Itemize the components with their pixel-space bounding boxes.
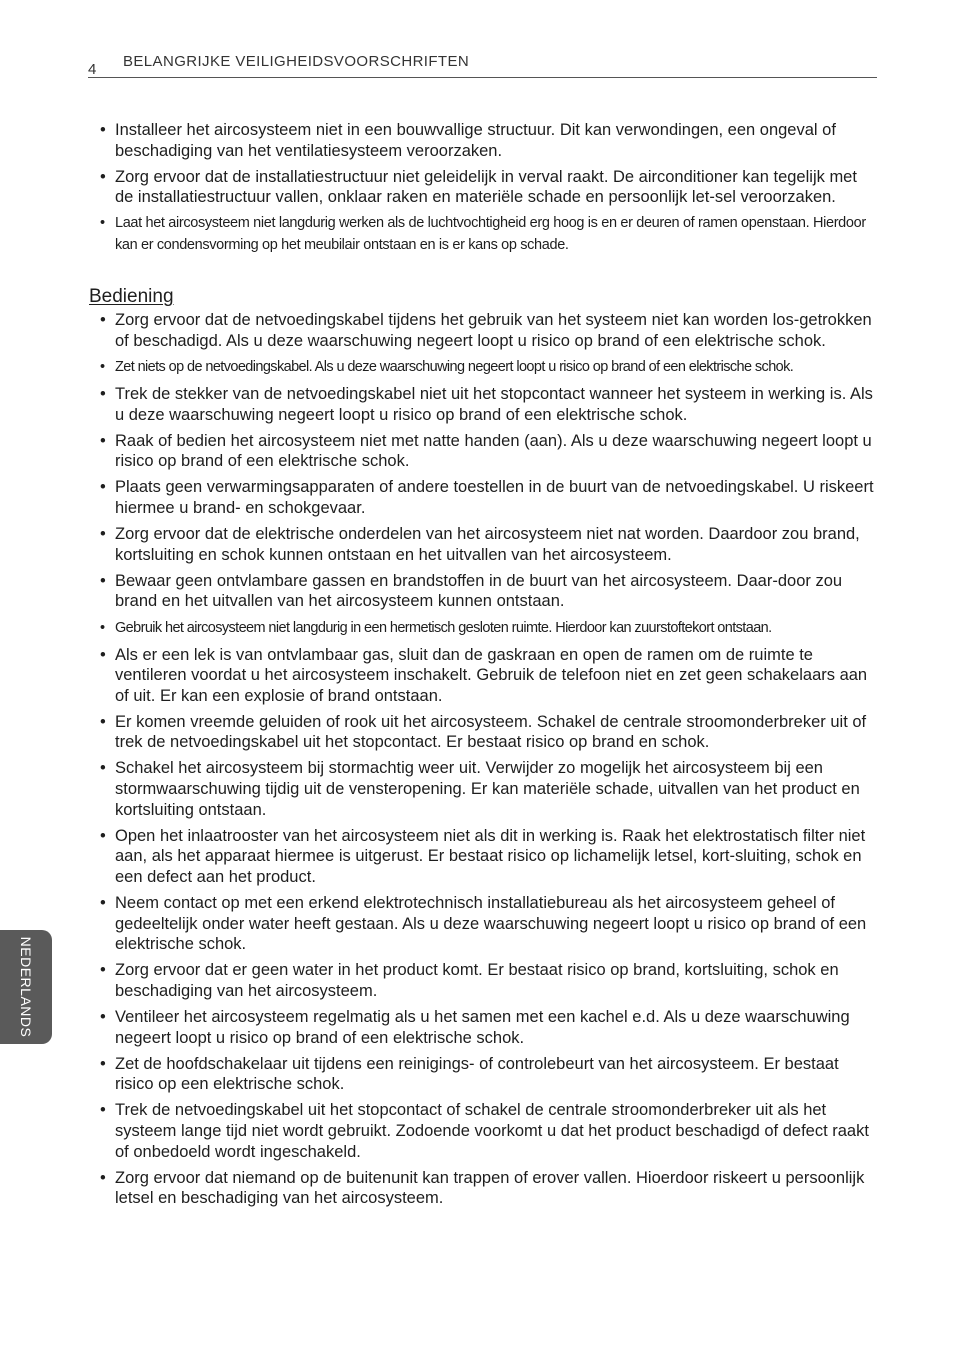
list-item: • Laat het aircosysteem niet langdurig werken als de luchtvochtigheid erg hoog is en er deuren of ramen openstaan. Hierdoor kan er condensvorming op het meubilair ontstaan en is er kans op schade. [88, 213, 878, 256]
section-title: BELANGRIJKE VEILIGHEIDSVOORSCHRIFTEN [123, 53, 470, 70]
list-item: • Ventileer het aircosysteem regelmatig als u het samen met een kachel e.d. Als u deze waarschuwing negeert loopt u risico op brand of een elektrische schok. [88, 1007, 878, 1048]
list-item: • Trek de stekker van de netvoedingskabel niet uit het stopcontact wanneer het systeem in werking is. Als u deze waarschuwing negeert loopt u risico op brand of een elektrische schok. [88, 384, 878, 425]
list-item: • Als er een lek is van ontvlambaar gas, sluit dan de gaskraan en open de ramen om de ruimte te ventileren voordat u het aircosysteem inschakelt. Gebruik de telefoon niet en zet geen schakelaars aan of uit. Er kan een explosie of brand ontstaan. [88, 645, 878, 707]
page-content [88, 120, 878, 1214]
list-item: • Open het inlaatrooster van het aircosysteem niet als dit in werking is. Raak het elektrostatisch filter niet aan, als het apparaat hiermee is uitgerust. Er bestaat risico op lichamelijk letsel, kort-sluiting, schok en een defect aan het product. [88, 826, 878, 888]
list-item: • Er komen vreemde geluiden of rook uit het aircosysteem. Schakel de centrale stroomonderbreker uit of trek de netvoedingskabel uit het stopcontact. Er bestaat risico op brand en schok. [88, 712, 878, 753]
bediening-list [88, 310, 878, 1208]
list-item: • Zet niets op de netvoedingskabel. Als u deze waarschuwing negeert loopt u risico op brand of een elektrische schok. [88, 357, 878, 379]
language-label: NEDERLANDS [18, 936, 34, 1038]
list-item: • Bewaar geen ontvlambare gassen en brandstoffen in de buurt van het aircosysteem. Daar-door zou brand en het uitvallen van het aircosysteem kunnen ontstaan. [88, 571, 878, 612]
list-item: • Zorg ervoor dat de installatiestructuur niet geleidelijk in verval raakt. De airconditioner kan tegelijk met de installatiestructuur vallen, onklaar raken en materiële schade en persoonlijk let-sel veroorzaken. [88, 167, 878, 208]
list-item: • Zorg ervoor dat niemand op de buitenunit kan trappen of erover vallen. Hioerdoor riskeert u persoonlijk letsel en beschadiging van het aircosysteem. [88, 1168, 878, 1209]
list-item: • Zorg ervoor dat de elektrische onderdelen van het aircosysteem niet nat worden. Daardoor zou brand, kortsluiting en schok kunnen ontstaan en het uitvallen van het aircosysteem. [88, 524, 878, 565]
list-item: • Schakel het aircosysteem bij stormachtig weer uit. Verwijder zo mogelijk het aircosysteem bij een stormwaarschuwing tijdig uit de vensteropening. Er kan materiële schade, uitvallen van het product en kortsluiting ontstaan. [88, 758, 878, 820]
page-number: 4 [88, 61, 97, 78]
language-side-tab [0, 930, 52, 1044]
list-item: • Zorg ervoor dat de netvoedingskabel tijdens het gebruik van het systeem niet kan worden los-getrokken of beschadigd. Als u deze waarschuwing negeert loopt u risico op brand of een elektrische schok. [88, 310, 878, 351]
list-item: • Installeer het aircosysteem niet in een bouwvallige structuur. Dit kan verwondingen, een ongeval of beschadiging van het ventilatiesysteem veroorzaken. [88, 120, 878, 161]
list-item: • Neem contact op met een erkend elektrotechnisch installatiebureau als het aircosysteem geheel of gedeeltelijk onder water heeft gestaan. Als u deze waarschuwing negeert loopt u risico op brand of een elektrische schok. [88, 893, 878, 955]
list-item: • Raak of bedien het aircosysteem niet met natte handen (aan). Als u deze waarschuwing negeert loopt u risico op brand of een elektrische schok. [88, 431, 878, 472]
intro-list [88, 120, 878, 256]
list-item: • Zorg ervoor dat er geen water in het product komt. Er bestaat risico op brand, kortsluiting, schok en beschadiging van het aircosysteem. [88, 960, 878, 1001]
page-header [88, 52, 877, 78]
list-item: • Gebruik het aircosysteem niet langdurig in een hermetisch gesloten ruimte. Hierdoor kan zuurstoftekort ontstaan. [88, 618, 878, 640]
subheading-bediening: Bediening [89, 286, 174, 308]
list-item: • Zet de hoofdschakelaar uit tijdens een reinigings- of controlebeurt van het aircosysteem. Er bestaat risico op een elektrische schok. [88, 1054, 878, 1095]
list-item: • Plaats geen verwarmingsapparaten of andere toestellen in de buurt van de netvoedingskabel. U riskeert hiermee u brand- en schokgevaar. [88, 477, 878, 518]
list-item: • Trek de netvoedingskabel uit het stopcontact of schakel de centrale stroomonderbreker uit als het systeem lange tijd niet wordt gebruikt. Zodoende voorkomt u dat het product beschadigd of defect raakt of onbedoeld wordt ingeschakeld. [88, 1100, 878, 1162]
